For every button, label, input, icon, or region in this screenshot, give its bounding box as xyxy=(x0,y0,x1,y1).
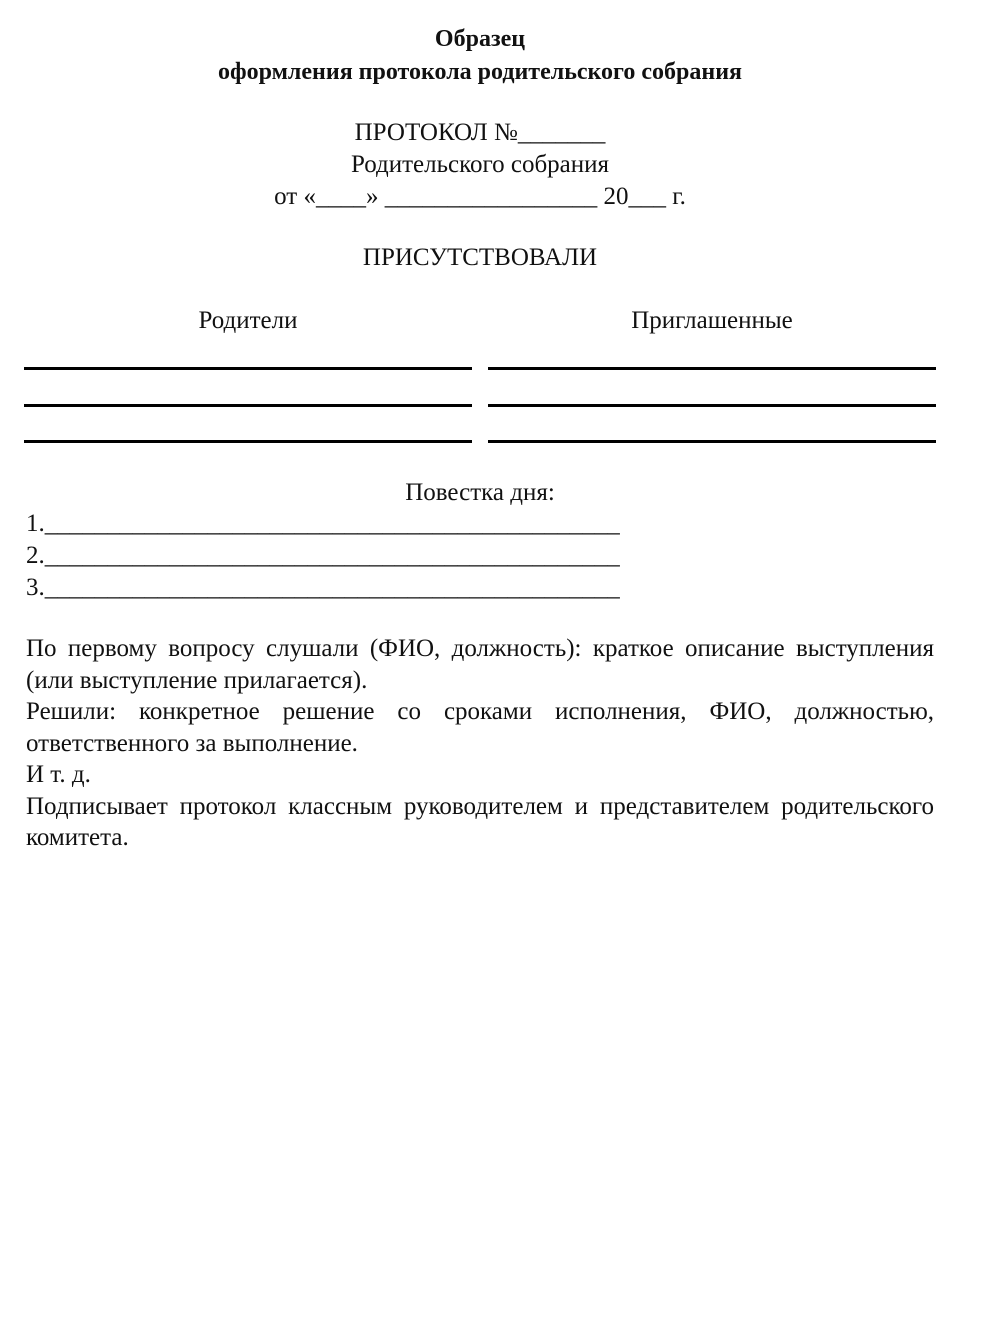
body-paragraph: Подписывает протокол классным руководителем и представителем родительского комитета. xyxy=(26,792,934,851)
document-subtitle: оформления протокола родительского собрания xyxy=(217,59,742,85)
body-paragraph: Решили: конкретное решение со сроками исполнения, ФИО, должностью, ответственного за выполнение. xyxy=(26,698,934,757)
invited-signature-line xyxy=(488,367,936,370)
parents-signature-line xyxy=(24,440,472,443)
agenda-item: 1.______________________________________________ xyxy=(26,510,620,537)
parents-signature-line xyxy=(24,367,472,370)
parents-signature-line xyxy=(24,404,472,407)
agenda-item: 2.______________________________________________ xyxy=(26,542,620,569)
protocol-body xyxy=(26,633,934,854)
invited-signature-line xyxy=(488,440,936,443)
body-paragraph: И т. д. xyxy=(26,761,91,788)
invited-signature-line xyxy=(488,404,936,407)
protocol-number-line: ПРОТОКОЛ №_______ xyxy=(354,119,606,146)
attendance-heading: ПРИСУТСТВОВАЛИ xyxy=(362,244,598,271)
parents-column-heading: Родители xyxy=(198,307,298,334)
protocol-subtitle: Родительского собрания xyxy=(350,151,610,178)
body-paragraph: По первому вопросу слушали (ФИО, должность): краткое описание выступления (или выступление прилагается). xyxy=(26,635,934,694)
protocol-date-line: от «____» _________________ 20___ г. xyxy=(274,183,686,210)
document-title: Образец xyxy=(434,26,526,52)
agenda-heading: Повестка дня: xyxy=(405,479,555,506)
invited-column-heading: Приглашенные xyxy=(631,307,793,334)
agenda-item: 3.______________________________________________ xyxy=(26,574,620,601)
